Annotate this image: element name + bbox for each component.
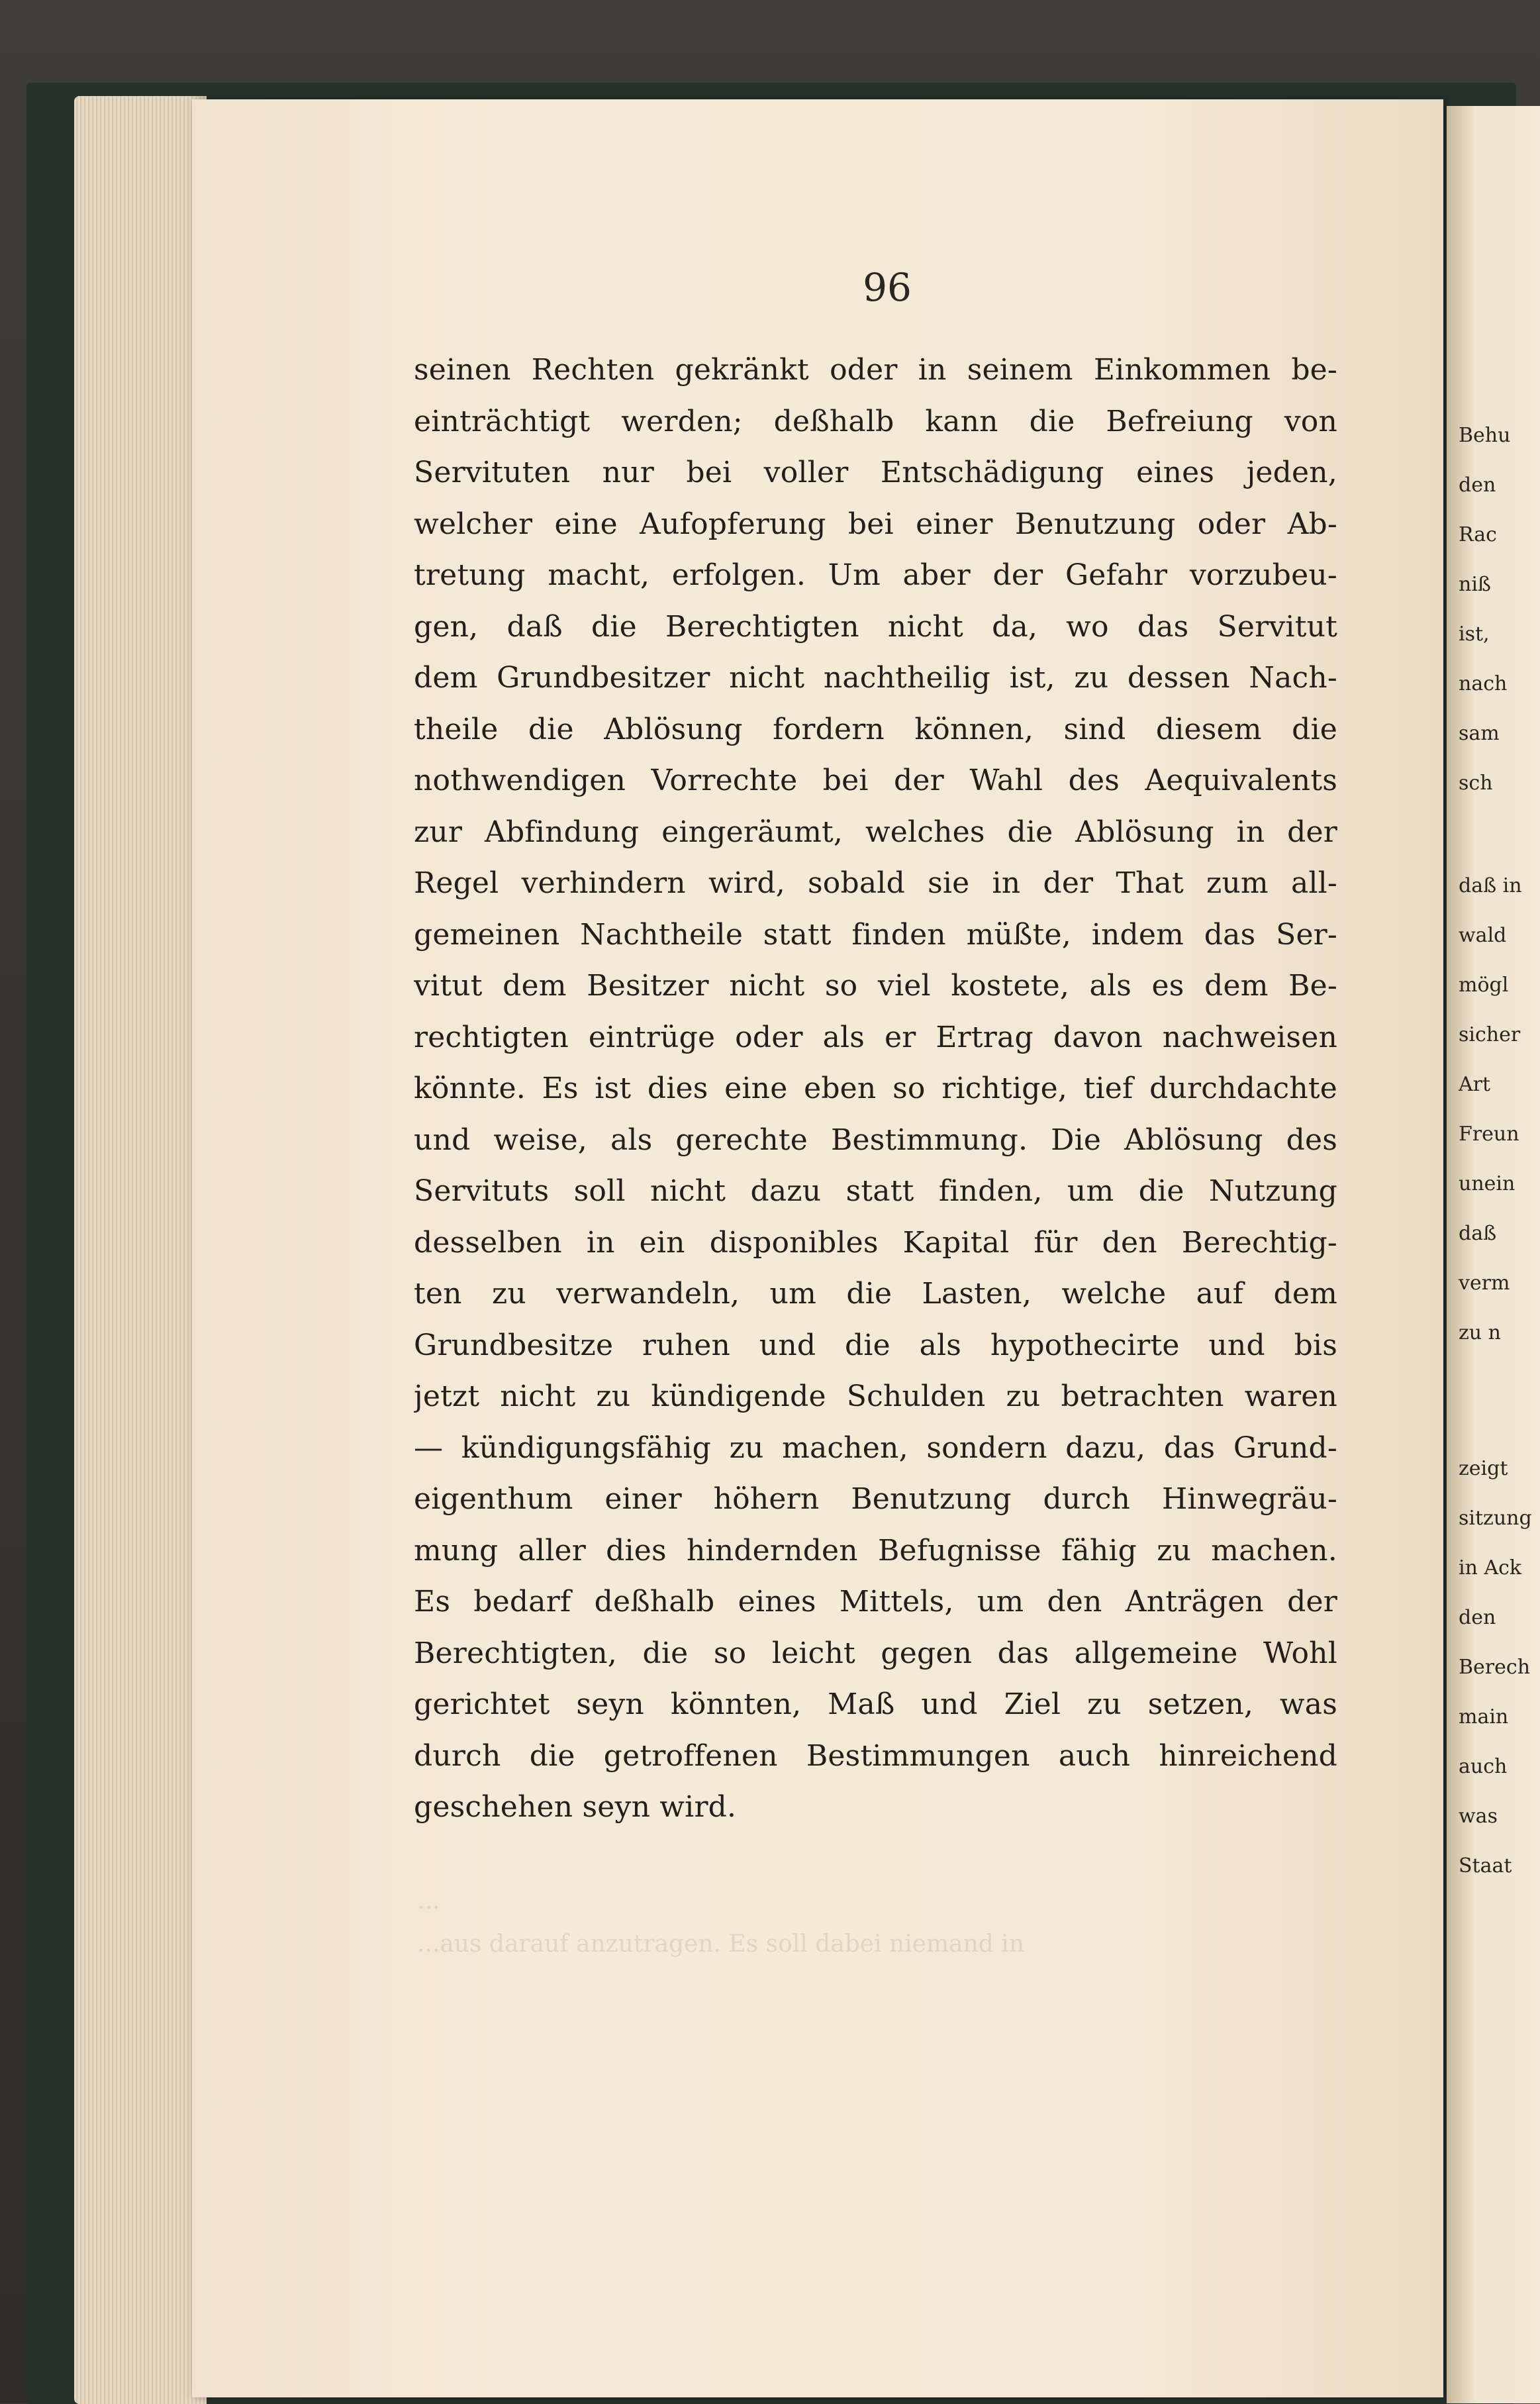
- facing-page-fragment: ist,: [1459, 623, 1490, 646]
- text-line: rechtigten eintrüge oder als er Ertrag davon nachweisen: [414, 1020, 1337, 1054]
- text-line: einträchtigt werden; deßhalb kann die Befreiung von: [414, 404, 1337, 438]
- text-line: Berechtigten, die so leicht gegen das allgemeine Wohl: [414, 1636, 1337, 1670]
- text-line: tretung macht, erfolgen. Um aber der Gefahr vorzubeu-: [414, 558, 1337, 592]
- facing-page-fragment: unein: [1459, 1172, 1516, 1195]
- facing-page-fragment: sam: [1459, 722, 1500, 745]
- facing-page-fragment: niß: [1459, 573, 1491, 596]
- facing-page-fragment: daß in: [1459, 874, 1522, 897]
- text-line: nothwendigen Vorrechte bei der Wahl des Aequivalents: [414, 764, 1337, 797]
- show-through-text: ...: [417, 1887, 440, 1915]
- facing-page-fragment: sch: [1459, 772, 1493, 795]
- facing-page-fragment: main: [1459, 1705, 1509, 1728]
- facing-page-fragment: zu n: [1459, 1321, 1501, 1344]
- text-line-last: geschehen seyn wird.: [414, 1790, 737, 1824]
- text-line: zur Abfindung eingeräumt, welches die Ablösung in der: [414, 815, 1337, 849]
- facing-page-fragment: Behu: [1459, 424, 1511, 447]
- facing-page-fragment: sicher: [1459, 1023, 1521, 1046]
- facing-page-fragment: Berech: [1459, 1656, 1531, 1679]
- text-line: könnte. Es ist dies eine eben so richtige, tief durchdachte: [414, 1072, 1337, 1105]
- facing-page-fragment: wald: [1459, 924, 1507, 947]
- page-edges: [74, 96, 207, 2404]
- text-line: gen, daß die Berechtigten nicht da, wo das Servitut: [414, 609, 1337, 644]
- facing-page-edge: [1447, 106, 1540, 2403]
- text-line: ten zu verwandeln, um die Lasten, welche auf dem: [414, 1277, 1337, 1311]
- page-number: 96: [863, 265, 912, 310]
- text-line: gerichtet seyn könnten, Maß und Ziel zu setzen, was: [414, 1687, 1337, 1721]
- facing-page-fragment: den: [1459, 474, 1496, 497]
- facing-page-fragment: Rac: [1459, 523, 1497, 546]
- text-line: Servituts soll nicht dazu statt finden, um die Nutzung: [414, 1174, 1337, 1208]
- text-line: Servituten nur bei voller Entschädigung eines jeden,: [414, 456, 1337, 489]
- facing-page-fragment: zeigt: [1459, 1457, 1508, 1480]
- facing-page-fragment: Freun: [1459, 1123, 1519, 1146]
- facing-page-fragment: daß: [1459, 1222, 1497, 1245]
- text-line: Grundbesitze ruhen und die als hypothecirte und bis: [414, 1328, 1337, 1362]
- facing-page-fragment: sitzung: [1459, 1507, 1532, 1530]
- text-line: theile die Ablösung fordern können, sind diesem die: [414, 712, 1337, 746]
- facing-page-fragment: was: [1459, 1805, 1498, 1828]
- body-text: [414, 344, 1337, 1833]
- facing-page-fragment: Art: [1459, 1073, 1491, 1096]
- facing-page-fragment: in Ack: [1459, 1556, 1522, 1579]
- facing-page-fragment: Staat: [1459, 1854, 1512, 1878]
- text-line: durch die getroffenen Bestimmungen auch hinreichend: [414, 1738, 1337, 1773]
- facing-page-fragment: auch: [1459, 1755, 1508, 1778]
- facing-page-fragment: verm: [1459, 1272, 1510, 1295]
- text-line: Es bedarf deßhalb eines Mittels, um den Anträgen der: [414, 1585, 1337, 1619]
- text-line: desselben in ein disponibles Kapital für den Berechtig-: [414, 1225, 1337, 1260]
- facing-page-fragment: den: [1459, 1606, 1496, 1629]
- facing-page-fragment: mögl: [1459, 974, 1509, 997]
- text-line: welcher eine Aufopferung bei einer Benutzung oder Ab-: [414, 507, 1337, 541]
- text-line: eigenthum einer höhern Benutzung durch Hinwegräu-: [414, 1482, 1337, 1516]
- text-line: gemeinen Nachtheile statt finden müßte, indem das Ser-: [414, 917, 1337, 952]
- text-line: dem Grundbesitzer nicht nachtheilig ist, zu dessen Nach-: [414, 661, 1337, 695]
- facing-page-fragment: nach: [1459, 672, 1508, 695]
- text-line: — kündigungsfähig zu machen, sondern dazu, das Grund-: [414, 1430, 1337, 1465]
- text-line: Regel verhindern wird, sobald sie in der That zum all-: [414, 866, 1337, 900]
- text-line: mung aller dies hindernden Befugnisse fähig zu machen.: [414, 1533, 1337, 1568]
- text-line: jetzt nicht zu kündigende Schulden zu betrachten waren: [414, 1379, 1337, 1413]
- text-line: seinen Rechten gekränkt oder in seinem Einkommen be-: [414, 353, 1337, 387]
- text-line: vitut dem Besitzer nicht so viel kostete, als es dem Be-: [414, 969, 1337, 1003]
- text-line: und weise, als gerechte Bestimmung. Die Ablösung des: [414, 1123, 1337, 1157]
- show-through-text: ...aus darauf anzutragen. Es soll dabei niemand in: [417, 1930, 1024, 1958]
